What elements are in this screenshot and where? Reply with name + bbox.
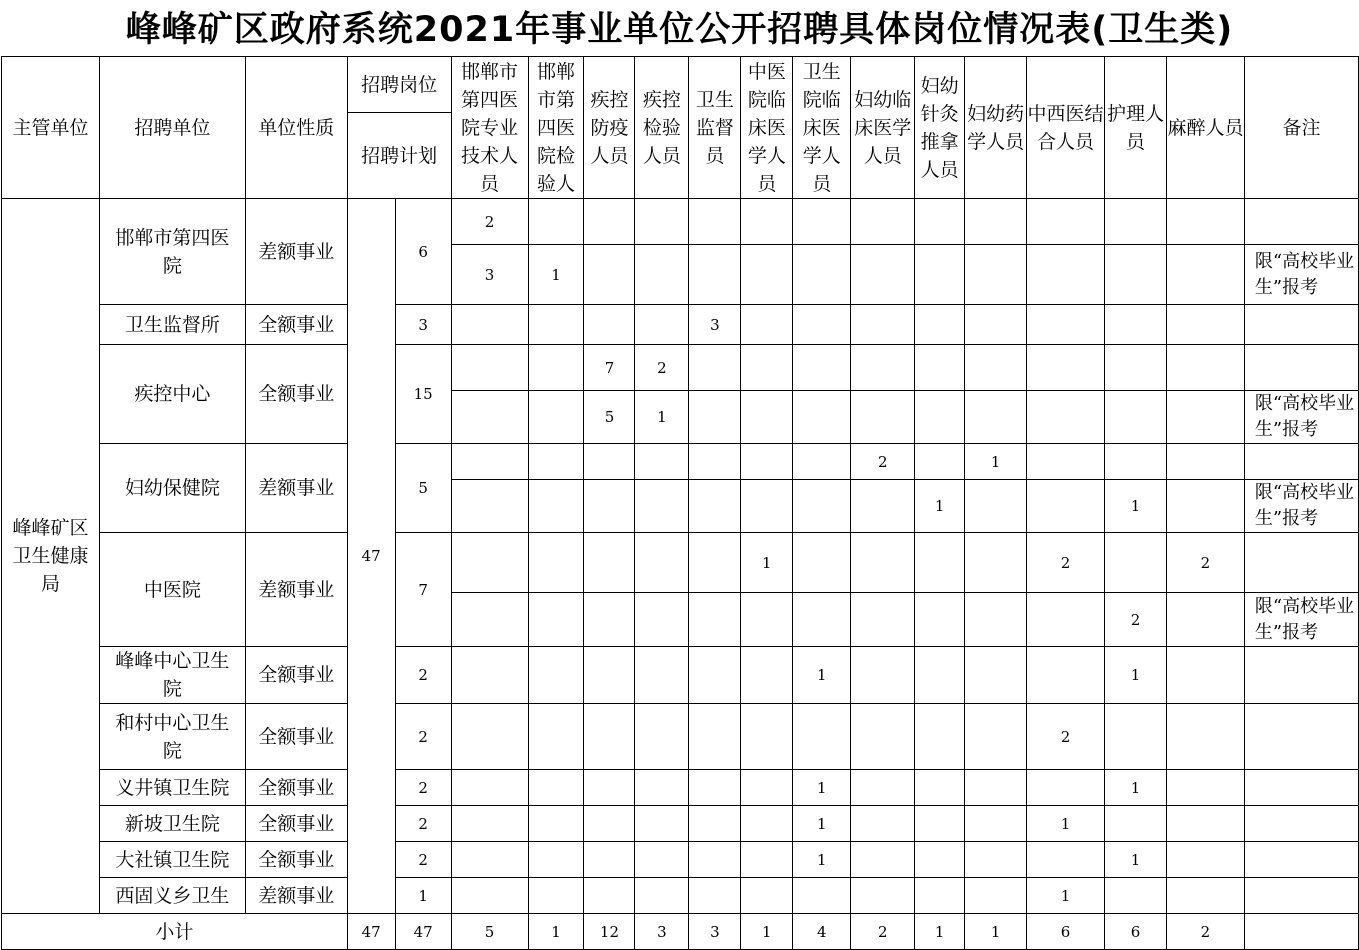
- position-count: [915, 770, 965, 806]
- unit-plan: 2: [395, 770, 451, 806]
- position-count: [965, 480, 1027, 533]
- position-count: 2: [451, 199, 528, 245]
- unit-plan: 2: [395, 806, 451, 842]
- unit-name: 邯郸市第四医院: [99, 199, 245, 305]
- position-count: [741, 593, 793, 647]
- subtotal-count: 1: [965, 914, 1027, 950]
- unit-name: 新坡卫生院: [99, 806, 245, 842]
- position-count: [1105, 704, 1167, 770]
- position-count: 1: [1027, 806, 1105, 842]
- position-count: [1027, 480, 1105, 533]
- remark-cell: [1244, 806, 1358, 842]
- table-row: [2, 345, 1359, 391]
- position-count: [965, 593, 1027, 647]
- position-count: [851, 305, 915, 345]
- table-row: [2, 57, 1359, 113]
- subtotal-count: 6: [1027, 914, 1105, 950]
- position-count: [1105, 199, 1167, 245]
- position-count: [584, 444, 635, 480]
- subtotal-count: 5: [451, 914, 528, 950]
- position-count: [528, 806, 584, 842]
- position-count: [689, 704, 741, 770]
- position-count: [635, 647, 689, 704]
- unit-plan: 15: [395, 345, 451, 444]
- remark-cell: [1244, 345, 1358, 391]
- position-count: 1: [741, 533, 793, 593]
- unit-nature: 全额事业: [245, 704, 347, 770]
- position-count: [528, 480, 584, 533]
- position-count: [528, 444, 584, 480]
- table-row: [2, 878, 1359, 914]
- position-count: [851, 593, 915, 647]
- position-count: [1166, 444, 1244, 480]
- position-count: 2: [635, 345, 689, 391]
- position-count: [851, 245, 915, 305]
- position-count: [915, 199, 965, 245]
- table-row: [2, 647, 1359, 704]
- position-count: [528, 199, 584, 245]
- unit-plan: 2: [395, 704, 451, 770]
- position-count: [1166, 305, 1244, 345]
- position-count: 1: [1105, 480, 1167, 533]
- position-count: [741, 345, 793, 391]
- position-count: [584, 593, 635, 647]
- position-count: [851, 199, 915, 245]
- subtotal-count: 1: [741, 914, 793, 950]
- remark-cell: 限“高校毕业生”报考: [1244, 245, 1358, 305]
- position-count: [915, 593, 965, 647]
- position-count: [1105, 878, 1167, 914]
- position-count: [793, 199, 851, 245]
- position-count: [741, 391, 793, 444]
- position-count: [741, 199, 793, 245]
- unit-plan: 7: [395, 533, 451, 647]
- position-count: [1166, 842, 1244, 878]
- position-count: [1105, 533, 1167, 593]
- position-count: [1027, 647, 1105, 704]
- header-post: 招聘岗位: [347, 57, 451, 113]
- remark-cell: 限“高校毕业生”报考: [1244, 593, 1358, 647]
- unit-nature: 全额事业: [245, 647, 347, 704]
- table-row: [2, 914, 1359, 950]
- position-count: [741, 842, 793, 878]
- unit-name: 中医院: [99, 533, 245, 647]
- position-count: 2: [1027, 704, 1105, 770]
- position-count: [915, 391, 965, 444]
- unit-name: 西固义乡卫生: [99, 878, 245, 914]
- position-count: [741, 806, 793, 842]
- position-count: [1166, 345, 1244, 391]
- position-count: [528, 842, 584, 878]
- position-count: [1166, 245, 1244, 305]
- position-count: [689, 770, 741, 806]
- position-count: [1105, 444, 1167, 480]
- table-row: [2, 533, 1359, 593]
- header-unit: 招聘单位: [99, 57, 245, 199]
- position-count: [965, 647, 1027, 704]
- position-count: [965, 199, 1027, 245]
- remark-cell: 限“高校毕业生”报考: [1244, 480, 1358, 533]
- position-count: [793, 533, 851, 593]
- position-count: [851, 533, 915, 593]
- header-position: 邯郸市第四医院专业技术人员: [451, 57, 528, 199]
- unit-nature: 全额事业: [245, 842, 347, 878]
- authority-cell: 峰峰矿区卫生健康局: [2, 199, 100, 914]
- position-count: [528, 593, 584, 647]
- position-count: 1: [635, 391, 689, 444]
- position-count: [689, 245, 741, 305]
- position-count: [851, 878, 915, 914]
- position-count: 1: [1105, 647, 1167, 704]
- position-count: [635, 245, 689, 305]
- position-count: [915, 245, 965, 305]
- position-count: 1: [793, 770, 851, 806]
- subtotal-label: 小计: [2, 914, 348, 950]
- position-count: [584, 806, 635, 842]
- position-count: [451, 806, 528, 842]
- subtotal-count: 12: [584, 914, 635, 950]
- position-count: 1: [1027, 878, 1105, 914]
- unit-nature: 差额事业: [245, 878, 347, 914]
- subtotal-count: 3: [689, 914, 741, 950]
- remark-cell: [1244, 878, 1358, 914]
- position-count: [741, 770, 793, 806]
- position-count: [741, 444, 793, 480]
- position-count: 2: [851, 444, 915, 480]
- unit-name: 卫生监督所: [99, 305, 245, 345]
- subtotal-posts: 47: [347, 914, 395, 950]
- header-plan: 招聘计划: [347, 113, 451, 199]
- header-remark: 备注: [1244, 57, 1358, 199]
- position-count: [965, 806, 1027, 842]
- position-count: 1: [1105, 842, 1167, 878]
- table-row: [2, 806, 1359, 842]
- position-count: [528, 391, 584, 444]
- position-count: [584, 704, 635, 770]
- unit-nature: 全额事业: [245, 305, 347, 345]
- remark-cell: 限“高校毕业生”报考: [1244, 391, 1358, 444]
- position-count: [584, 770, 635, 806]
- position-count: [689, 391, 741, 444]
- position-count: [851, 806, 915, 842]
- position-count: [1166, 480, 1244, 533]
- position-count: [689, 647, 741, 704]
- position-count: [1166, 806, 1244, 842]
- position-count: [584, 647, 635, 704]
- unit-name: 和村中心卫生院: [99, 704, 245, 770]
- position-count: [1027, 245, 1105, 305]
- position-count: [851, 842, 915, 878]
- position-count: [1105, 806, 1167, 842]
- position-count: [1166, 878, 1244, 914]
- position-count: [1027, 391, 1105, 444]
- position-count: [1027, 593, 1105, 647]
- position-count: [793, 704, 851, 770]
- position-count: [793, 480, 851, 533]
- position-count: [915, 305, 965, 345]
- position-count: [915, 842, 965, 878]
- position-count: 2: [1166, 533, 1244, 593]
- position-count: [528, 647, 584, 704]
- header-position: 中西医结合人员: [1027, 57, 1105, 199]
- position-count: [1027, 345, 1105, 391]
- position-count: [1027, 444, 1105, 480]
- position-count: [451, 480, 528, 533]
- position-count: [689, 199, 741, 245]
- position-count: [635, 704, 689, 770]
- position-count: 1: [793, 647, 851, 704]
- position-count: [451, 878, 528, 914]
- position-count: [528, 533, 584, 593]
- subtotal-remark: [1244, 914, 1358, 950]
- table-row: [2, 199, 1359, 245]
- unit-name: 义井镇卫生院: [99, 770, 245, 806]
- position-count: [741, 647, 793, 704]
- recruitment-table: [1, 56, 1359, 950]
- table-row: [2, 770, 1359, 806]
- position-count: [584, 533, 635, 593]
- position-count: 1: [793, 842, 851, 878]
- header-position: 邯郸市第四医院检验人: [528, 57, 584, 199]
- position-count: [451, 842, 528, 878]
- position-count: [793, 245, 851, 305]
- unit-plan: 2: [395, 647, 451, 704]
- position-count: [451, 345, 528, 391]
- position-count: [1166, 647, 1244, 704]
- position-count: [1027, 770, 1105, 806]
- unit-nature: 全额事业: [245, 770, 347, 806]
- position-count: [851, 345, 915, 391]
- position-count: [965, 842, 1027, 878]
- position-count: [1105, 345, 1167, 391]
- position-count: [528, 770, 584, 806]
- position-count: [1027, 842, 1105, 878]
- header-position: 麻醉人员: [1166, 57, 1244, 199]
- unit-plan: 1: [395, 878, 451, 914]
- position-count: [635, 480, 689, 533]
- remark-cell: [1244, 305, 1358, 345]
- remark-cell: [1244, 533, 1358, 593]
- subtotal-plan: 47: [395, 914, 451, 950]
- position-count: [1027, 199, 1105, 245]
- unit-nature: 差额事业: [245, 199, 347, 305]
- unit-name: 峰峰中心卫生院: [99, 647, 245, 704]
- position-count: [915, 878, 965, 914]
- unit-nature: 全额事业: [245, 345, 347, 444]
- remark-cell: [1244, 770, 1358, 806]
- position-count: [635, 878, 689, 914]
- table-row: [2, 704, 1359, 770]
- position-count: [635, 444, 689, 480]
- position-count: [965, 305, 1027, 345]
- position-count: [528, 704, 584, 770]
- position-count: [915, 345, 965, 391]
- position-count: 2: [1027, 533, 1105, 593]
- header-position: 疾控检验人员: [635, 57, 689, 199]
- subtotal-count: 2: [1166, 914, 1244, 950]
- position-count: [965, 704, 1027, 770]
- position-count: 1: [915, 480, 965, 533]
- position-count: [635, 806, 689, 842]
- subtotal-count: 4: [793, 914, 851, 950]
- position-count: [741, 245, 793, 305]
- remark-cell: [1244, 647, 1358, 704]
- remark-cell: [1244, 704, 1358, 770]
- position-count: 1: [793, 806, 851, 842]
- position-count: [584, 199, 635, 245]
- position-count: [689, 878, 741, 914]
- position-count: [915, 647, 965, 704]
- position-count: [965, 391, 1027, 444]
- header-authority: 主管单位: [2, 57, 100, 199]
- header-position: 疾控防疫人员: [584, 57, 635, 199]
- remark-cell: [1244, 842, 1358, 878]
- position-count: [689, 444, 741, 480]
- subtotal-count: 1: [528, 914, 584, 950]
- position-count: [965, 345, 1027, 391]
- position-count: [851, 480, 915, 533]
- position-count: [635, 199, 689, 245]
- position-count: [689, 345, 741, 391]
- position-count: [1166, 704, 1244, 770]
- header-position: 妇幼临床医学人员: [851, 57, 915, 199]
- position-count: [635, 533, 689, 593]
- position-count: [851, 391, 915, 444]
- position-count: [741, 305, 793, 345]
- remark-cell: [1244, 444, 1358, 480]
- page-title: 峰峰矿区政府系统2021年事业单位公开招聘具体岗位情况表(卫生类): [125, 10, 1234, 50]
- position-count: [584, 480, 635, 533]
- position-count: 7: [584, 345, 635, 391]
- position-count: 1: [528, 245, 584, 305]
- table-row: [2, 305, 1359, 345]
- position-count: [965, 878, 1027, 914]
- header-position: 妇幼针灸推拿人员: [915, 57, 965, 199]
- position-count: [1166, 593, 1244, 647]
- position-count: [689, 533, 741, 593]
- unit-nature: 差额事业: [245, 533, 347, 647]
- position-count: [635, 305, 689, 345]
- header-position: 护理人员: [1105, 57, 1167, 199]
- table-row: [2, 444, 1359, 480]
- header-position: 卫生院临床医学人员: [793, 57, 851, 199]
- position-count: 1: [965, 444, 1027, 480]
- total-posts: 47: [347, 199, 395, 914]
- position-count: 2: [1105, 593, 1167, 647]
- position-count: [793, 593, 851, 647]
- position-count: [741, 480, 793, 533]
- unit-name: 妇幼保健院: [99, 444, 245, 533]
- position-count: [689, 593, 741, 647]
- position-count: [851, 647, 915, 704]
- subtotal-count: 2: [851, 914, 915, 950]
- unit-nature: 全额事业: [245, 806, 347, 842]
- position-count: [1105, 391, 1167, 444]
- position-count: [793, 444, 851, 480]
- position-count: [915, 704, 965, 770]
- position-count: [451, 647, 528, 704]
- unit-nature: 差额事业: [245, 444, 347, 533]
- position-count: [1166, 199, 1244, 245]
- position-count: [965, 245, 1027, 305]
- header-nature: 单位性质: [245, 57, 347, 199]
- position-count: [1166, 391, 1244, 444]
- unit-plan: 3: [395, 305, 451, 345]
- position-count: [793, 878, 851, 914]
- position-count: [1105, 305, 1167, 345]
- position-count: [965, 770, 1027, 806]
- position-count: [584, 305, 635, 345]
- position-count: [689, 806, 741, 842]
- position-count: [741, 878, 793, 914]
- position-count: [635, 770, 689, 806]
- position-count: [451, 770, 528, 806]
- position-count: [741, 704, 793, 770]
- position-count: [584, 245, 635, 305]
- position-count: [584, 842, 635, 878]
- position-count: [1027, 305, 1105, 345]
- position-count: [851, 770, 915, 806]
- position-count: [635, 593, 689, 647]
- position-count: [1105, 245, 1167, 305]
- position-count: [965, 533, 1027, 593]
- unit-name: 大社镇卫生院: [99, 842, 245, 878]
- position-count: [689, 480, 741, 533]
- subtotal-count: 3: [635, 914, 689, 950]
- position-count: [528, 878, 584, 914]
- position-count: [915, 444, 965, 480]
- position-count: [635, 842, 689, 878]
- position-count: [451, 704, 528, 770]
- position-count: [793, 391, 851, 444]
- position-count: 3: [451, 245, 528, 305]
- position-count: [528, 305, 584, 345]
- unit-plan: 5: [395, 444, 451, 533]
- position-count: [584, 878, 635, 914]
- position-count: [451, 533, 528, 593]
- position-count: [1166, 770, 1244, 806]
- position-count: [528, 345, 584, 391]
- remark-cell: [1244, 199, 1358, 245]
- header-position: 卫生监督员: [689, 57, 741, 199]
- position-count: [793, 345, 851, 391]
- unit-plan: 6: [395, 199, 451, 305]
- position-count: [689, 842, 741, 878]
- table-row: [2, 842, 1359, 878]
- position-count: [915, 533, 965, 593]
- header-position: 中医院临床医学人员: [741, 57, 793, 199]
- position-count: 3: [689, 305, 741, 345]
- position-count: [851, 704, 915, 770]
- position-count: [915, 806, 965, 842]
- unit-plan: 2: [395, 842, 451, 878]
- position-count: [451, 305, 528, 345]
- position-count: 1: [1105, 770, 1167, 806]
- position-count: [793, 305, 851, 345]
- header-position: 妇幼药学人员: [965, 57, 1027, 199]
- position-count: [451, 444, 528, 480]
- position-count: [451, 593, 528, 647]
- position-count: [451, 391, 528, 444]
- position-count: 5: [584, 391, 635, 444]
- subtotal-count: 6: [1105, 914, 1167, 950]
- unit-name: 疾控中心: [99, 345, 245, 444]
- subtotal-count: 1: [915, 914, 965, 950]
